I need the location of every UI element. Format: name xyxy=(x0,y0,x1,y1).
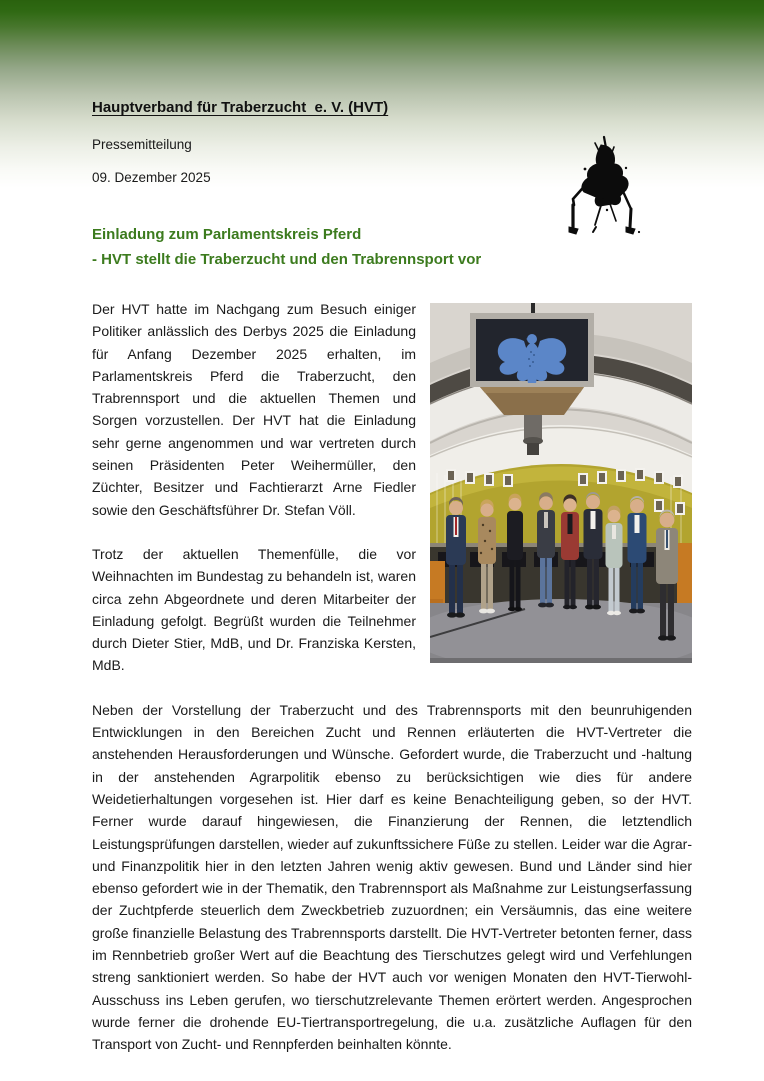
doc-type-label: Pressemitteilung xyxy=(92,137,192,152)
parlamentskreis-pferd-group-photo xyxy=(430,303,692,663)
headline-line2: - HVT stellt die Traberzucht und den Trabrennsport vor xyxy=(92,251,482,268)
org-title: Hauptverband für Traberzucht e. V. (HVT) xyxy=(92,99,389,116)
paragraph-2: Trotz der aktuellen Themenfülle, die vor Weihnachten im Bundestag zu behandeln ist, waren circa zehn Abgeordnete und deren Mitarbeiter der Einladung gefolgt. Begrüßt wurden die Teilnehmer durch Dieter Stier, MdB, und Dr. Franziska Kersten, MdB. xyxy=(92,545,416,674)
body-text xyxy=(92,298,692,1056)
doc-date: 09. Dezember 2025 xyxy=(92,170,211,185)
headline xyxy=(92,222,692,272)
paragraph-3: Neben der Vorstellung der Traberzucht und des Trabrennsports mit den beunruhigenden Entwicklungen in den Bereichen Zucht und Rennen erläuterten die HVT-Vertreter die anstehenden Herausforderungen und Wünsche. Gefordert wurde, die Traberzucht und -haltung in der anstehenden Agrarpolitik ebenso zu berücksichtigen wie dies für andere Weidetierhaltungen vorgesehen ist. Hier darf es keine Benachteiligung geben, so der HVT. Ferner wurde darauf hingewiesen, die Finanzierung der Rennen, die letztendlich Leistungsprüfungen darstellen, wieder auf zukunftssichere Füße zu stellen. Leider war die Agrar- und Finanzpolitik hier in den letzten Jahren wenig aktiv gewesen. Bund und Länder sind hier ebenso gefordert wie in der Thematik, den Trabrennsport als Maßnahme zur Leistungserfassung der Zuchtpferde steuerlich dem Zweckbetrieb zuzuordnen; ein Versäumnis, das eine weitere große finanzielle Belastung des Trabrennsports darstellt. Die HVT-Vertreter betonten ferner, dass im Rennbetrieb großer Wert auf die Beachtung des Tierschutzes gelegt wird und Verfehlungen streng sanktioniert werden. So habe der HVT auch vor wenigen Monaten den HVT-Tierwohl-Ausschuss ins Leben gerufen, wo tierschutzrelevante Themen erörtert werden. Angesprochen wurde ferner die drohende EU-Tiertransportregelung, die u.a. zusätzliche Auflagen für den Transport von Zucht- und Rennpferden beinhalten könnte. xyxy=(92,701,692,1053)
paragraph-1: Der HVT hatte im Nachgang zum Besuch einiger Politiker anlässlich des Derbys 2025 die Einladung für Anfang Dezember 2025 erhalten, im Parlamentskreis Pferd die Traberzucht, den Trabrennsport und die aktuellen Themen und Sorgen vorzustellen. Der HVT hat die Einladung sehr gerne angenommen und war vertreten durch seinen Präsidenten Peter Weihermüller, den Züchter, Besitzer und Fachtierarzt Arne Fiedler sowie den Geschäftsführer Dr. Stefan Völl. xyxy=(92,301,416,518)
headline-line1: Einladung zum Parlamentskreis Pferd xyxy=(92,226,362,243)
